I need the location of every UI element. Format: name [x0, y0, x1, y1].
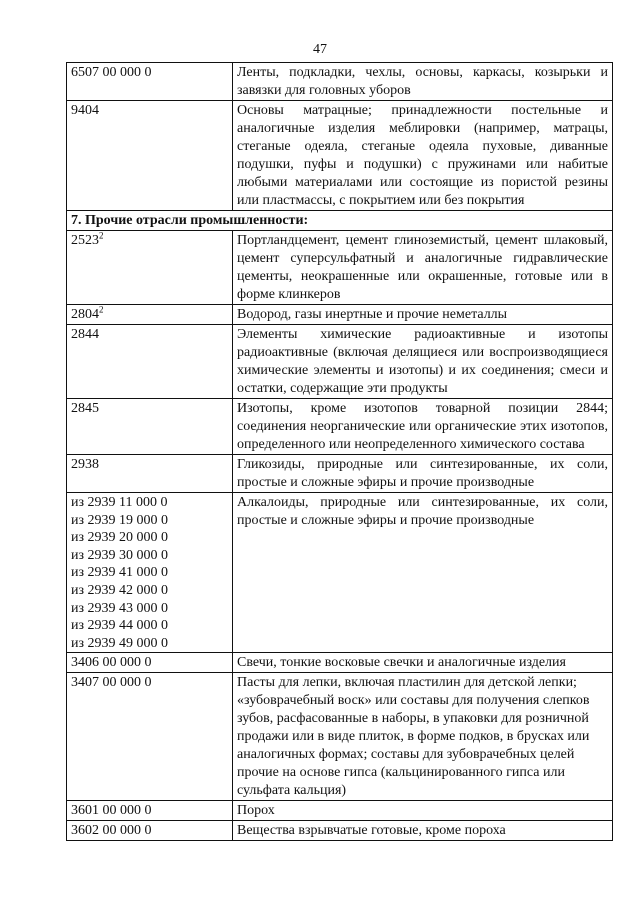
code-text: 2804 [71, 307, 99, 322]
table-row [67, 231, 613, 305]
description-cell: Портландцемент, цемент глиноземистый, цемент шлаковый, цемент суперсульфатный и аналогичные гидравлические цементы, неокрашенные или окрашенные, готовые или в форме клинкеров [233, 231, 613, 305]
table-row [67, 101, 613, 211]
description-cell: Ленты, подкладки, чехлы, основы, каркасы, козырьки и завязки для головных уборов [233, 63, 613, 101]
code-item: из 2939 19 000 0 [71, 512, 169, 528]
code-item: из 2939 43 000 0 [71, 600, 169, 616]
description-cell: Свечи, тонкие восковые свечки и аналогичные изделия [233, 653, 613, 673]
table-row [67, 821, 613, 841]
code-list-cell [67, 493, 233, 653]
description-cell: Алкалоиды, природные или синтезированные, их соли, простые и сложные эфиры и прочие производные [233, 493, 613, 653]
description-cell: Гликозиды, природные или синтезированные, их соли, простые и сложные эфиры и прочие производные [233, 455, 613, 493]
description-cell: Порох [233, 801, 613, 821]
table-row [67, 673, 613, 801]
code-item: из 2939 20 000 0 [71, 530, 169, 546]
code-item: из 2939 42 000 0 [71, 582, 169, 598]
page-number: 47 [313, 42, 327, 57]
description-cell: Основы матрацные; принадлежности постельные и аналогичные изделия меблировки (например, матрацы, стеганые одеяла, стеганые одеяла пуховые, диванные подушки, пуфы и подушки) с пружинами или набитые любыми материалами или состоящие из пористой резины или пластмассы, с покрытием или без покрытия [233, 101, 613, 211]
description-cell: Изотопы, кроме изотопов товарной позиции 2844; соединения неорганические или органические этих изотопов, определенного или неопределенного химического состава [233, 399, 613, 455]
table-row [67, 399, 613, 455]
description-cell: Элементы химические радиоактивные и изотопы радиоактивные (включая делящиеся или воспроизводящиеся химические элементы и изотопы) и их соединения; смеси и остатки, содержащие эти продукты [233, 325, 613, 399]
code-cell: 3602 00 000 0 [67, 821, 233, 841]
code-cell: 6507 00 000 0 [67, 63, 233, 101]
code-text: 2523 [71, 233, 99, 248]
code-item: из 2939 11 000 0 [71, 495, 168, 510]
code-cell: 3601 00 000 0 [67, 801, 233, 821]
table-row [67, 653, 613, 673]
table-row [67, 305, 613, 325]
table-row [67, 493, 613, 653]
footnote-marker: 2 [99, 304, 104, 315]
code-cell: 2938 [67, 455, 233, 493]
code-cell: 3406 00 000 0 [67, 653, 233, 673]
code-cell: 3407 00 000 0 [67, 673, 233, 801]
code-cell [67, 305, 233, 325]
description-cell: Вещества взрывчатые готовые, кроме пороха [233, 821, 613, 841]
code-item: из 2939 49 000 0 [71, 635, 169, 651]
footnote-marker: 2 [99, 230, 104, 241]
section-heading: 7. Прочие отрасли промышленности: [67, 211, 613, 231]
code-item: из 2939 41 000 0 [71, 565, 169, 581]
code-item: из 2939 30 000 0 [71, 547, 169, 563]
code-item: из 2939 44 000 0 [71, 618, 169, 634]
code-cell [67, 231, 233, 305]
code-cell: 9404 [67, 101, 233, 211]
section-row [67, 211, 613, 231]
table-row [67, 801, 613, 821]
code-cell: 2844 [67, 325, 233, 399]
table-row [67, 325, 613, 399]
description-cell: Водород, газы инертные и прочие неметаллы [233, 305, 613, 325]
table-row [67, 455, 613, 493]
code-cell: 2845 [67, 399, 233, 455]
tariff-table [66, 62, 613, 841]
table-row [67, 63, 613, 101]
description-cell: Пасты для лепки, включая пластилин для детской лепки; «зубоврачебный воск» или составы для получения слепков зубов, расфасованные в наборы, в упаковки для розничной продажи или в виде плиток, в форме подков, в брусках или аналогичных формах; составы для зубоврачебных целей прочие на основе гипса (кальцинированного гипса или сульфата кальция) [233, 673, 613, 801]
